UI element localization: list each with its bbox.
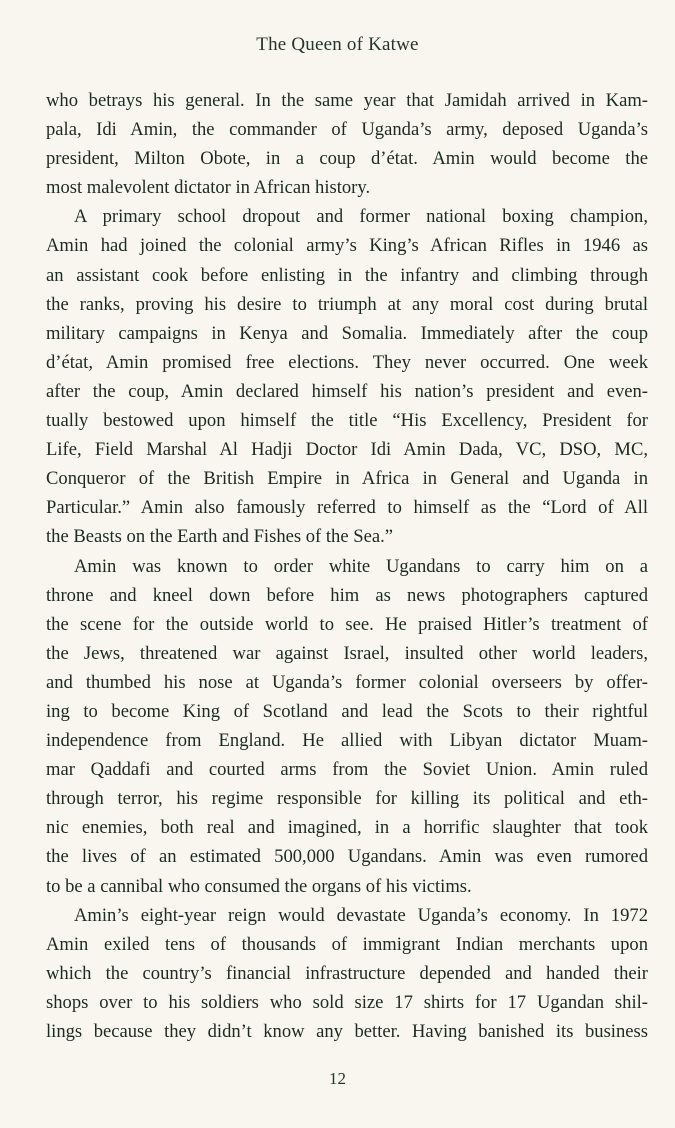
- text-line: the scene for the outside world to see. He praised Hitler’s treatment of: [46, 613, 648, 635]
- text-line: the lives of an estimated 500,000 Ugandans. Amin was even rumored: [46, 846, 648, 868]
- text-line: tually bestowed upon himself the title “His Excellency, President for: [46, 410, 648, 432]
- text-line: nic enemies, both real and imagined, in a horrific slaughter that took: [46, 817, 648, 839]
- text-line: Particular.” Amin also famously referred to himself as the “Lord of All: [46, 497, 648, 519]
- text-line: d’état, Amin promised free elections. They never occurred. One week: [46, 351, 648, 373]
- text-line: A primary school dropout and former national boxing champion,: [74, 206, 648, 228]
- text-line: who betrays his general. In the same year that Jamidah arrived in Kam-: [46, 90, 648, 111]
- text-line: the ranks, proving his desire to triumph at any moral cost during brutal: [46, 293, 648, 315]
- text-line: throne and kneel down before him as news photographers captured: [46, 584, 648, 606]
- text-line: ing to become King of Scotland and lead the Scots to their rightful: [46, 700, 648, 722]
- text-line: the Beasts on the Earth and Fishes of the Sea.”: [46, 526, 393, 548]
- text-line: the Jews, threatened war against Israel, insulted other world leaders,: [46, 642, 648, 664]
- text-line: pala, Idi Amin, the commander of Uganda’s army, deposed Uganda’s: [46, 119, 648, 141]
- paragraph: [46, 552, 648, 901]
- text-line: Amin had joined the colonial army’s King’s African Rifles in 1946 as: [46, 235, 648, 257]
- paragraph: [46, 86, 648, 202]
- text-line: independence from England. He allied with Libyan dictator Muam-: [46, 730, 648, 752]
- text-line: lings because they didn’t know any better. Having banished its business: [46, 1021, 648, 1042]
- text-line: military campaigns in Kenya and Somalia. Immediately after the coup: [46, 322, 648, 344]
- text-line: to be a cannibal who consumed the organs of his victims.: [46, 875, 472, 897]
- text-line: through terror, his regime responsible for killing its political and eth-: [46, 788, 648, 810]
- text-line: shops over to his soldiers who sold size 17 shirts for 17 Ugandan shil-: [46, 991, 648, 1013]
- page-number: 12: [329, 1069, 346, 1088]
- text-line: and thumbed his nose at Uganda’s former colonial overseers by offer-: [46, 671, 648, 693]
- text-line: an assistant cook before enlisting in the infantry and climbing through: [46, 264, 648, 286]
- text-line: after the coup, Amin declared himself his nation’s president and even-: [46, 380, 648, 402]
- text-line: Amin exiled tens of thousands of immigrant Indian merchants upon: [46, 933, 648, 955]
- paragraph: [46, 202, 648, 551]
- running-head-title: The Queen of Katwe: [256, 34, 419, 55]
- text-line: Conqueror of the British Empire in Africa in General and Uganda in: [46, 468, 648, 490]
- text-line: Amin’s eight-year reign would devastate Uganda’s economy. In 1972: [74, 904, 648, 926]
- text-line: Life, Field Marshal Al Hadji Doctor Idi Amin Dada, VC, DSO, MC,: [46, 439, 648, 461]
- text-line: most malevolent dictator in African history.: [46, 177, 371, 199]
- text-line: Amin was known to order white Ugandans to carry him on a: [74, 555, 648, 577]
- text-line: which the country’s financial infrastructure depended and handed their: [46, 962, 648, 984]
- paragraph: [46, 901, 648, 1046]
- body-text: [46, 86, 648, 1046]
- text-line: mar Qaddafi and courted arms from the Soviet Union. Amin ruled: [46, 759, 648, 781]
- text-line: president, Milton Obote, in a coup d’état. Amin would become the: [46, 148, 648, 170]
